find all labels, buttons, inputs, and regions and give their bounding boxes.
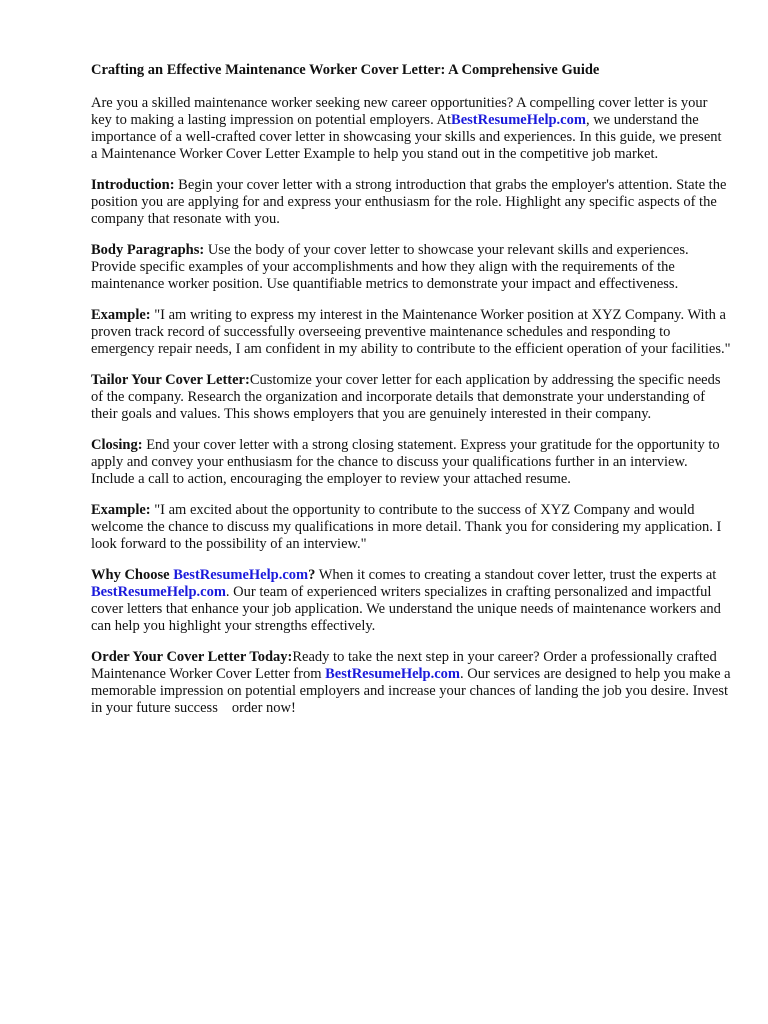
closing-text: End your cover letter with a strong closing statement. Express your gratitude for the opportunity to apply and convey your enthusiasm for the chance to discuss your qualifications further in an interview. Include a call to action, encouraging the employer to review your attached resume. xyxy=(91,437,720,487)
bestresumehelp-link-3[interactable]: BestResumeHelp.com xyxy=(91,584,226,600)
example-heading-2: Example: xyxy=(91,502,151,518)
intro-text-a: Are you a skilled maintenance worker seeking new career opportunities? A compelling cover letter is your key to making a lasting impression on potential employers. At xyxy=(91,95,708,128)
example-text-1: "I am writing to express my interest in the Maintenance Worker position at XYZ Company. With a proven track record of successfully overseeing preventive maintenance schedules and responding to emergency repair needs, I am confident in my ability to contribute to the efficient operation of your facilities." xyxy=(91,307,731,357)
example-paragraph-1 xyxy=(91,307,731,358)
example-heading-1: Example: xyxy=(91,307,151,323)
intro-paragraph xyxy=(91,95,731,163)
order-paragraph xyxy=(91,649,731,717)
document-page xyxy=(91,56,731,731)
order-heading: Order Your Cover Letter Today: xyxy=(91,649,293,665)
order-text-b: . Our services are designed to help you make a memorable impression on potential employers and increase your chances of landing the job you desire. Invest in your future success xyxy=(91,666,731,716)
why-choose-text-b: . Our team of experienced writers specializes in crafting personalized and impactful cover letters that enhance your job application. We understand the unique needs of maintenance workers and can help you highlight your strengths effectively. xyxy=(91,584,721,634)
body-paragraphs-text: Use the body of your cover letter to showcase your relevant skills and experiences. Provide specific examples of your accomplishments and how they align with the requirements of the maintenance worker position. Use quantifiable metrics to demonstrate your impact and effectiveness. xyxy=(91,242,689,292)
body-paragraphs-paragraph xyxy=(91,242,731,293)
bestresumehelp-link-2[interactable]: BestResumeHelp.com xyxy=(173,567,309,583)
why-choose-text-a: When it comes to creating a standout cover letter, trust the experts at xyxy=(315,567,717,583)
tailor-paragraph xyxy=(91,372,731,423)
introduction-text: Begin your cover letter with a strong introduction that grabs the employer's attention. State the position you are applying for and express your enthusiasm for the role. Highlight any specific aspects of the company that resonate with you. xyxy=(91,177,727,227)
tailor-text: Customize your cover letter for each application by addressing the specific needs of the company. Research the organization and incorporate details that demonstrate your understanding of their goals and values. This shows employers that you are genuinely interested in their company. xyxy=(91,372,721,422)
closing-heading: Closing: xyxy=(91,437,143,453)
bestresumehelp-link-4[interactable]: BestResumeHelp.com xyxy=(325,666,461,682)
intro-text-b: , we understand the importance of a well-crafted cover letter in showcasing your skills and experiences. In this guide, we present a Maintenance Worker Cover Letter Example to help you stand out in the competitive job market. xyxy=(91,112,722,162)
order-text-a: Ready to take the next step in your career? Order a professionally crafted Maintenance Worker Cover Letter from xyxy=(91,649,717,682)
closing-paragraph xyxy=(91,437,731,488)
example-paragraph-2 xyxy=(91,502,731,553)
introduction-paragraph xyxy=(91,177,731,228)
example-text-2: "I am excited about the opportunity to contribute to the success of XYZ Company and would welcome the chance to discuss my qualifications in more detail. Thank you for considering my application. I look forward to the possibility of an interview." xyxy=(91,502,722,552)
tailor-heading: Tailor Your Cover Letter: xyxy=(91,372,250,388)
why-choose-heading: Why Choose xyxy=(91,567,174,583)
why-choose-question-mark: ? xyxy=(308,567,316,583)
order-text-c: order now! xyxy=(231,700,296,716)
introduction-heading: Introduction: xyxy=(91,177,175,193)
body-paragraphs-heading: Body Paragraphs: xyxy=(91,242,205,258)
page-title: Crafting an Effective Maintenance Worker Cover Letter: A Comprehensive Guide xyxy=(91,62,600,78)
bestresumehelp-link[interactable]: BestResumeHelp.com xyxy=(451,112,586,128)
why-choose-paragraph xyxy=(91,567,731,635)
